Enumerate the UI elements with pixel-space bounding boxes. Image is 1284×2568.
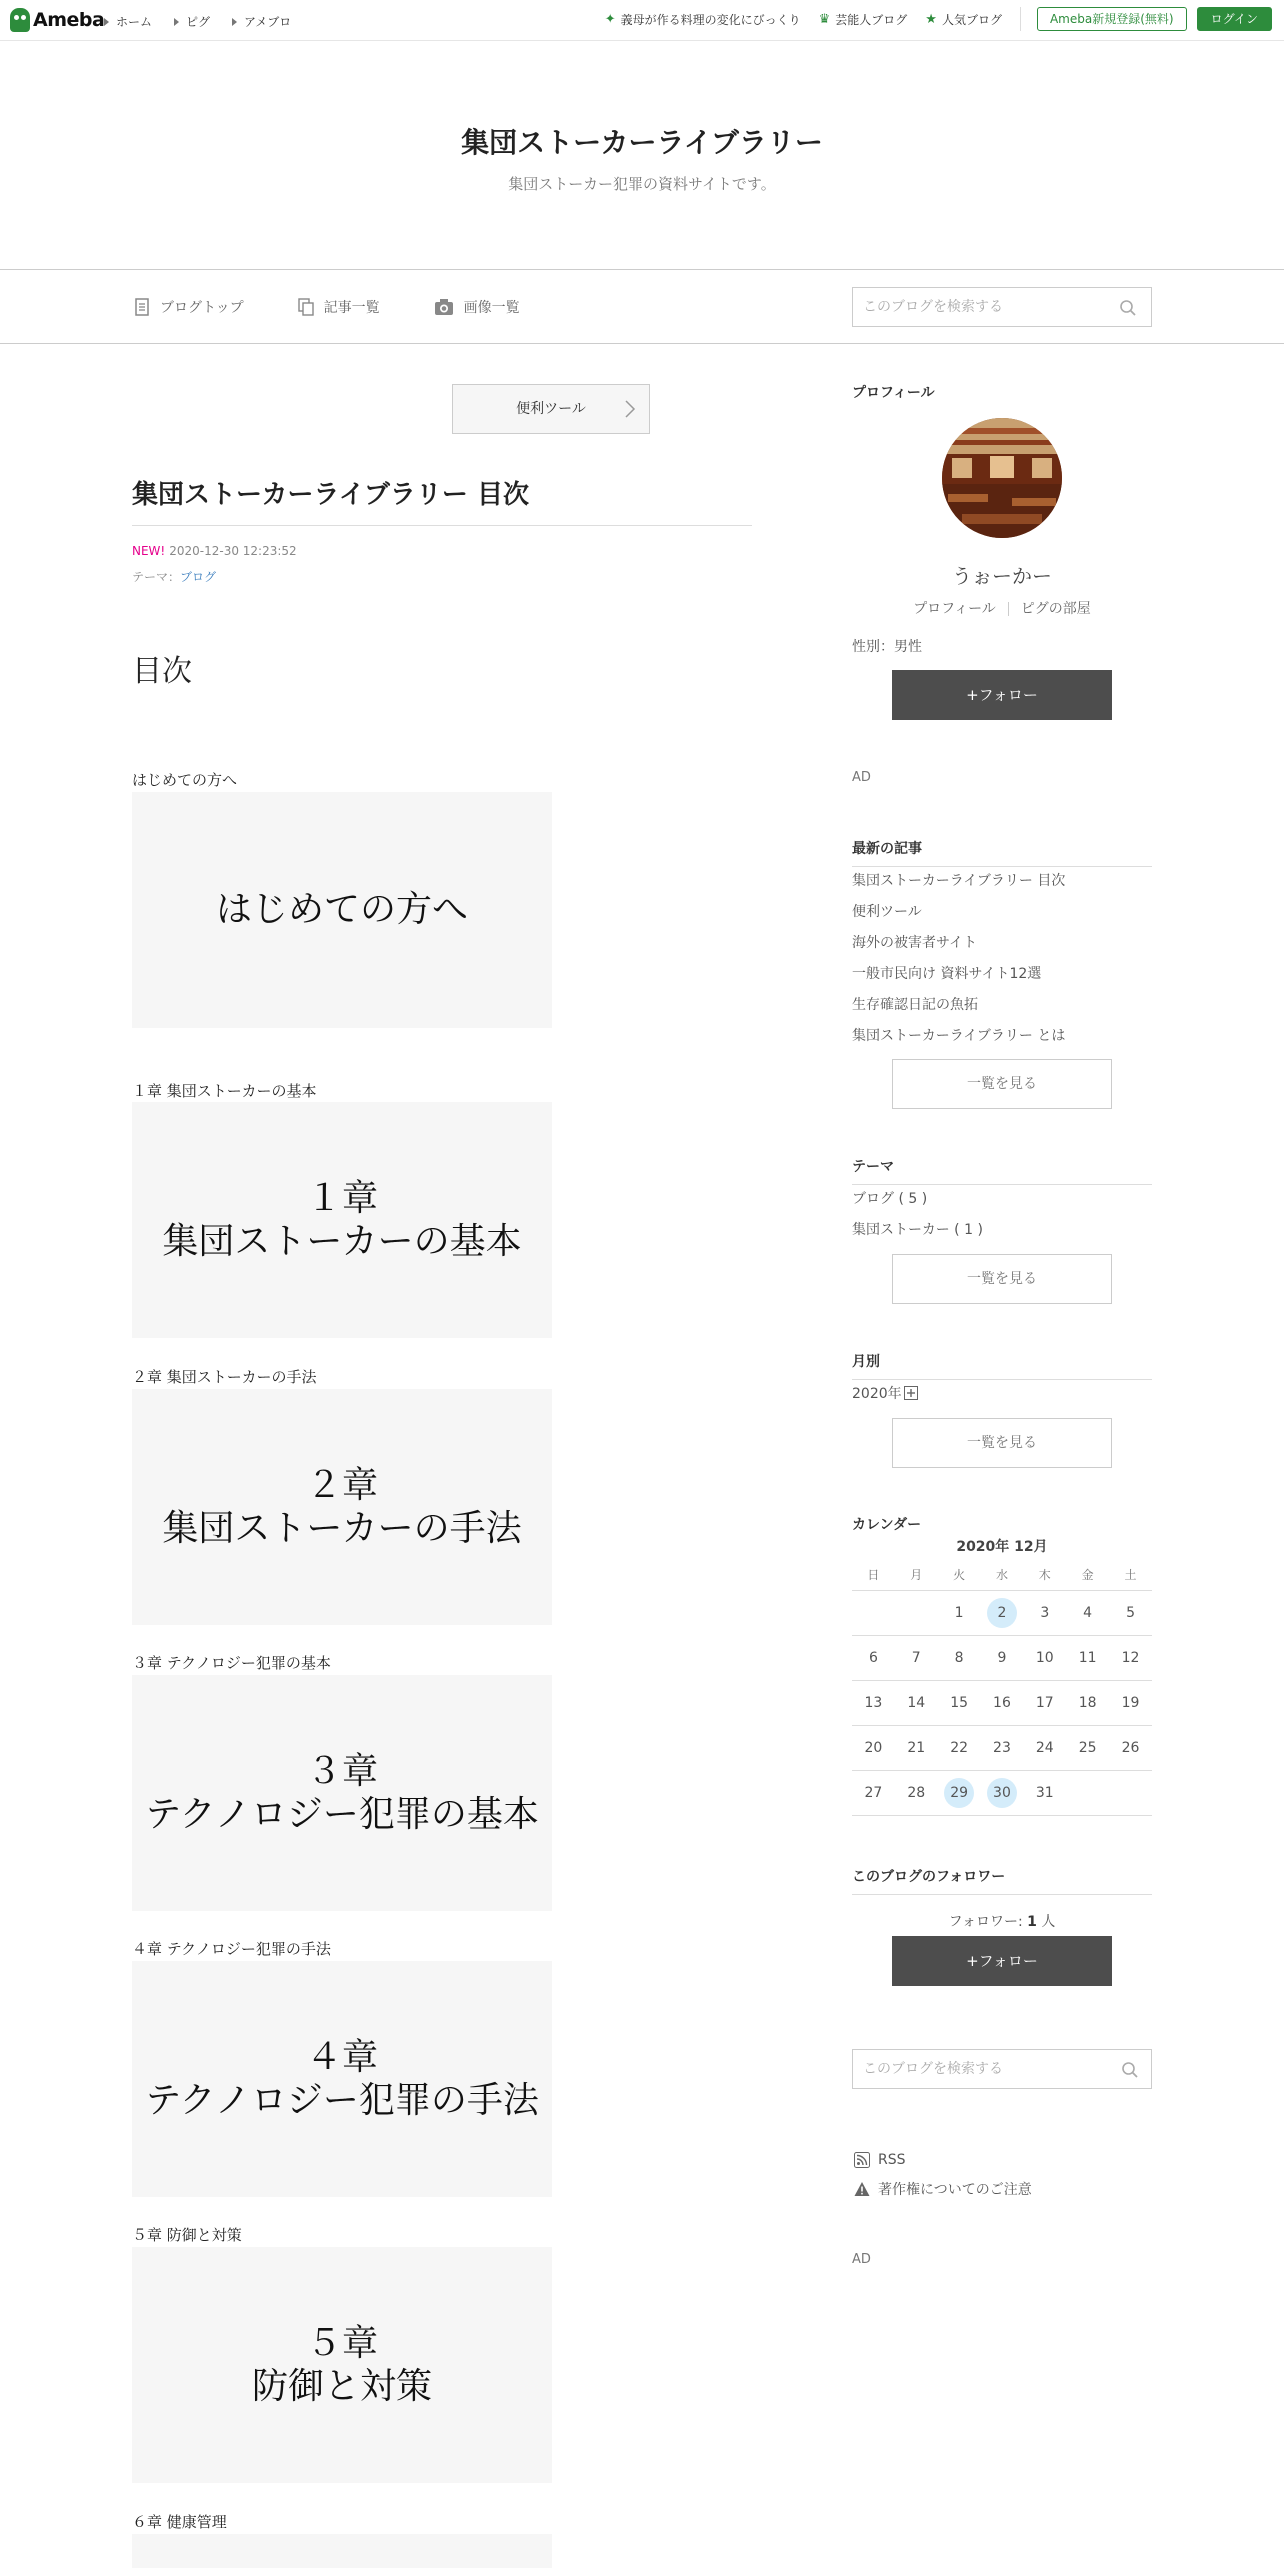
calendar-day: 10 (1035, 1649, 1054, 1666)
theme-link[interactable]: ブログ ( 5 ) (852, 1191, 928, 1207)
tool-button[interactable] (452, 384, 650, 434)
calendar-cell (895, 1770, 938, 1815)
followers-suffix: 人 (1036, 1914, 1056, 1930)
recent-post-link[interactable]: 便利ツール (852, 904, 922, 920)
profile-link[interactable]: プロフィール (913, 601, 996, 617)
calendar-day: 23 (993, 1739, 1011, 1756)
calendar-day: 19 (1121, 1694, 1140, 1711)
calendar-week (852, 1680, 1152, 1725)
sidebar-search (852, 2049, 1152, 2089)
recent-post-link[interactable]: 集団ストーカーライブラリー 目次 (852, 873, 1066, 889)
calendar-cell (981, 1680, 1024, 1725)
profile-name[interactable]: うぉーかー (952, 564, 1052, 588)
calendar-day: 18 (1078, 1694, 1097, 1711)
calendar-cell (1066, 1770, 1109, 1815)
see-all-monthly-button[interactable]: 一覧を見る (892, 1418, 1112, 1468)
calendar-month: 2020年 12月 (956, 1539, 1048, 1555)
triangle-right-icon (104, 18, 109, 26)
blog-header (0, 41, 1284, 270)
calendar-day: 22 (950, 1739, 969, 1756)
nav-entry-list-label: 記事一覧 (323, 300, 380, 316)
new-badge: NEW! (132, 544, 166, 558)
rss-icon (854, 2152, 870, 2168)
calendar-cell (895, 1590, 938, 1635)
calendar-week (852, 1770, 1152, 1815)
profile-heading: プロフィール (852, 385, 935, 401)
header-right (587, 7, 1272, 31)
header-topic-label: 義母が作る料理の変化にびっくり (620, 12, 801, 27)
entry-theme (132, 568, 216, 585)
header-divider (1020, 7, 1021, 31)
calendar-day: 12 (1121, 1649, 1140, 1666)
followers-number: 1 (1027, 1914, 1037, 1930)
calendar-cell (981, 1770, 1024, 1815)
calendar-cell (852, 1680, 895, 1725)
calendar-cell (852, 1590, 895, 1635)
section-image-line: １章 (305, 1177, 378, 1219)
calendar-weekday: 日 (852, 1560, 895, 1590)
see-all-themes-button[interactable]: 一覧を見る (892, 1254, 1112, 1304)
calendar-weekday: 土 (1109, 1560, 1152, 1590)
calendar-week (852, 1590, 1152, 1635)
calendar-cell (981, 1725, 1024, 1770)
popular-blog-label: 人気ブログ (941, 12, 1002, 27)
calendar-cell (1023, 1770, 1066, 1815)
calendar-day: 27 (864, 1784, 883, 1801)
follow-button[interactable]: +フォロー (892, 670, 1112, 720)
ad-label-2: AD (852, 2252, 871, 2267)
calendar-weekday: 火 (938, 1560, 981, 1590)
calendar-day: 16 (993, 1694, 1011, 1711)
expand-plus-icon[interactable] (904, 1386, 918, 1400)
ameba-mascot-icon (10, 8, 30, 32)
calendar-cell (1023, 1680, 1066, 1725)
calendar-cell (1109, 1680, 1152, 1725)
calendar-weekday: 水 (981, 1560, 1024, 1590)
calendar-cell (852, 1725, 895, 1770)
calendar-day: 31 (1035, 1784, 1054, 1801)
follow-button-2[interactable]: +フォロー (892, 1936, 1112, 1986)
celebrity-blog-link[interactable] (819, 11, 908, 28)
nav-blog-top-label: ブログトップ (160, 300, 244, 316)
calendar-day: 6 (868, 1649, 878, 1666)
calendar-day-with-post[interactable]: 2 (987, 1598, 1017, 1628)
calendar-cell (1109, 1635, 1152, 1680)
entry-meta (132, 544, 297, 558)
section-label: １章 集団ストーカーの基本 (132, 1082, 317, 1100)
register-button[interactable]: Ameba新規登録(無料) (1037, 7, 1187, 31)
section-image[interactable] (132, 2534, 552, 2568)
ad-label: AD (852, 770, 871, 785)
calendar-weekday: 月 (895, 1560, 938, 1590)
calendar-day: 3 (1040, 1604, 1050, 1621)
nav-image-list-label: 画像一覧 (463, 300, 520, 316)
section-label: ２章 集団ストーカーの手法 (132, 1368, 317, 1386)
recent-post-link[interactable]: 一般市民向け 資料サイト12選 (852, 966, 1042, 982)
section-image-line: 集団ストーカーの基本 (162, 1221, 522, 1262)
global-header (0, 0, 1284, 41)
header-topic-link[interactable] (605, 11, 801, 28)
followers-count (852, 1911, 1152, 1931)
section-image-line: ４章 (305, 2036, 378, 2078)
theme-link[interactable]: ブログ (180, 570, 217, 584)
calendar-day: 28 (907, 1784, 926, 1801)
blog-description: 集団ストーカー犯罪の資料サイトです。 (508, 175, 776, 193)
recent-post-link[interactable]: 生存確認日記の魚拓 (852, 997, 978, 1013)
sidebar-search-input[interactable] (853, 2050, 1103, 2088)
calendar-cell (1023, 1635, 1066, 1680)
entry-title[interactable]: 集団ストーカーライブラリー 目次 (132, 474, 752, 526)
calendar-day: 7 (911, 1649, 921, 1666)
triangle-right-icon (174, 18, 179, 26)
calendar-cell (938, 1725, 981, 1770)
toc-heading: 目次 (132, 654, 192, 689)
monthly-year-label: 2020年 (852, 1386, 902, 1402)
calendar-day: 25 (1078, 1739, 1097, 1756)
divider (1008, 602, 1009, 616)
followers-heading: このブログのフォロワー (852, 1866, 1152, 1895)
document-icon (134, 298, 150, 316)
calendar-day: 20 (864, 1739, 883, 1756)
celebrity-blog-label: 芸能人ブログ (835, 12, 908, 27)
blog-title[interactable]: 集団ストーカーライブラリー (461, 126, 823, 159)
theme-prefix: テーマ： (132, 570, 181, 584)
nav-pigg[interactable] (174, 13, 210, 30)
calendar-day: 17 (1035, 1694, 1054, 1711)
section-image-line: ３章 (305, 1750, 378, 1792)
blog-search (852, 287, 1152, 327)
calendar-cell (938, 1770, 981, 1815)
section-image-line: ２章 (305, 1464, 378, 1506)
blog-nav (0, 270, 1284, 344)
calendar-cell (1066, 1635, 1109, 1680)
copy-icon (298, 298, 314, 316)
search-icon[interactable] (1119, 299, 1137, 317)
nav-image-list[interactable] (434, 297, 520, 317)
calendar-cell (938, 1680, 981, 1725)
calendar-cell (1023, 1725, 1066, 1770)
calendar-week (852, 1635, 1152, 1680)
calendar-cell (895, 1680, 938, 1725)
nav-blog-top[interactable] (134, 297, 244, 317)
nav-ameblo-label: アメブロ (244, 15, 292, 29)
theme-link[interactable]: 集団ストーカー ( 1 ) (852, 1222, 983, 1238)
section-image-line: テクノロジー犯罪の基本 (145, 1794, 539, 1835)
crown-icon: ♛ (818, 11, 831, 27)
section-image[interactable] (132, 2247, 552, 2483)
calendar-cell (1109, 1770, 1152, 1815)
calendar-day: 14 (907, 1694, 926, 1711)
calendar-weekday: 木 (1023, 1560, 1066, 1590)
theme-heading: テーマ (852, 1156, 1152, 1185)
calendar-body (852, 1590, 1152, 1815)
pig-room-link[interactable]: ピグの部屋 (1020, 601, 1091, 617)
monthly-year[interactable] (852, 1383, 918, 1403)
calendar-weekday-row (852, 1560, 1152, 1590)
followers-prefix: フォロワー: (948, 1914, 1028, 1930)
calendar-cell (1109, 1725, 1152, 1770)
calendar-heading: カレンダー (852, 1517, 922, 1533)
blog-search-input[interactable] (853, 288, 1103, 326)
calendar-day: 11 (1078, 1649, 1097, 1666)
calendar-cell (1066, 1725, 1109, 1770)
calendar-day: 15 (950, 1694, 969, 1711)
camera-icon (434, 298, 454, 316)
gender: 性別：男性 (852, 639, 922, 655)
calendar-cell (895, 1635, 938, 1680)
section-image-line: ５章 (305, 2322, 378, 2364)
profile-links (852, 598, 1152, 618)
calendar-cell (981, 1635, 1024, 1680)
warning-icon (854, 2181, 870, 2197)
copyright-notice-link[interactable] (854, 2179, 1032, 2199)
calendar-cell (1109, 1590, 1152, 1635)
section-image-line: テクノロジー犯罪の手法 (145, 2080, 539, 2121)
ameba-logo[interactable] (10, 8, 104, 32)
section-image[interactable] (132, 792, 552, 1028)
calendar-cell (1023, 1590, 1066, 1635)
section-label: ６章 健康管理 (132, 2513, 227, 2531)
calendar (852, 1560, 1152, 1816)
calendar-weekday: 金 (1066, 1560, 1109, 1590)
section-image-line: はじめての方へ (215, 889, 468, 931)
search-icon[interactable] (1121, 2061, 1139, 2079)
calendar-day-with-post[interactable]: 30 (987, 1778, 1017, 1808)
section-image[interactable] (132, 1961, 552, 2197)
sparkle-icon: ✦ (604, 11, 616, 27)
calendar-day: 24 (1035, 1739, 1054, 1756)
calendar-day: 5 (1126, 1604, 1135, 1621)
monthly-heading: 月別 (852, 1351, 1152, 1380)
tool-button-label: 便利ツール (516, 401, 586, 417)
rss-label: RSS (878, 2152, 906, 2168)
section-label: ３章 テクノロジー犯罪の基本 (132, 1654, 331, 1672)
copyright-label: 著作権についてのご注意 (878, 2182, 1032, 2198)
section-image-line: 集団ストーカーの手法 (162, 1508, 522, 1549)
recent-post-link[interactable]: 海外の被害者サイト (852, 935, 978, 951)
login-button[interactable]: ログイン (1197, 7, 1272, 31)
calendar-cell (852, 1770, 895, 1815)
nav-ameblo[interactable] (232, 13, 291, 30)
calendar-day: 26 (1121, 1739, 1140, 1756)
calendar-cell (1066, 1680, 1109, 1725)
nav-home[interactable] (104, 13, 152, 30)
see-all-recent-button[interactable]: 一覧を見る (892, 1059, 1112, 1109)
calendar-cell (1066, 1590, 1109, 1635)
calendar-cell (895, 1725, 938, 1770)
calendar-day: 8 (954, 1649, 964, 1666)
rss-link[interactable] (854, 2152, 906, 2168)
section-label: ４章 テクノロジー犯罪の手法 (132, 1940, 331, 1958)
nav-entry-list[interactable] (298, 297, 380, 317)
calendar-day: 1 (954, 1604, 964, 1621)
section-image[interactable] (132, 1389, 552, 1625)
logo-text: Ameba (33, 9, 105, 31)
section-image-line: 防御と対策 (251, 2366, 432, 2407)
calendar-day: 21 (907, 1739, 926, 1756)
nav-home-label: ホーム (116, 15, 153, 29)
calendar-day: 9 (997, 1649, 1007, 1666)
entry-date: 2020-12-30 12:23:52 (169, 544, 297, 558)
calendar-day: 4 (1083, 1604, 1093, 1621)
recent-post-link[interactable]: 集団ストーカーライブラリー とは (852, 1028, 1066, 1044)
triangle-right-icon (232, 18, 237, 26)
library-photo (942, 418, 1062, 538)
calendar-cell (938, 1635, 981, 1680)
recent-heading: 最新の記事 (852, 838, 1152, 867)
chevron-right-icon (623, 399, 637, 419)
section-image[interactable] (132, 1675, 552, 1911)
nav-pigg-label: ピグ (186, 15, 211, 29)
calendar-day-with-post[interactable]: 29 (944, 1778, 974, 1808)
section-label: ５章 防御と対策 (132, 2226, 242, 2244)
star-icon: ★ (925, 11, 937, 27)
section-label: はじめての方へ (132, 771, 238, 789)
global-nav (104, 13, 313, 30)
calendar-cell (852, 1635, 895, 1680)
calendar-day: 13 (864, 1694, 883, 1711)
avatar[interactable] (942, 418, 1062, 538)
calendar-cell (981, 1590, 1024, 1635)
popular-blog-link[interactable] (925, 11, 1002, 28)
calendar-week (852, 1725, 1152, 1770)
section-image[interactable] (132, 1102, 552, 1338)
calendar-cell (938, 1590, 981, 1635)
